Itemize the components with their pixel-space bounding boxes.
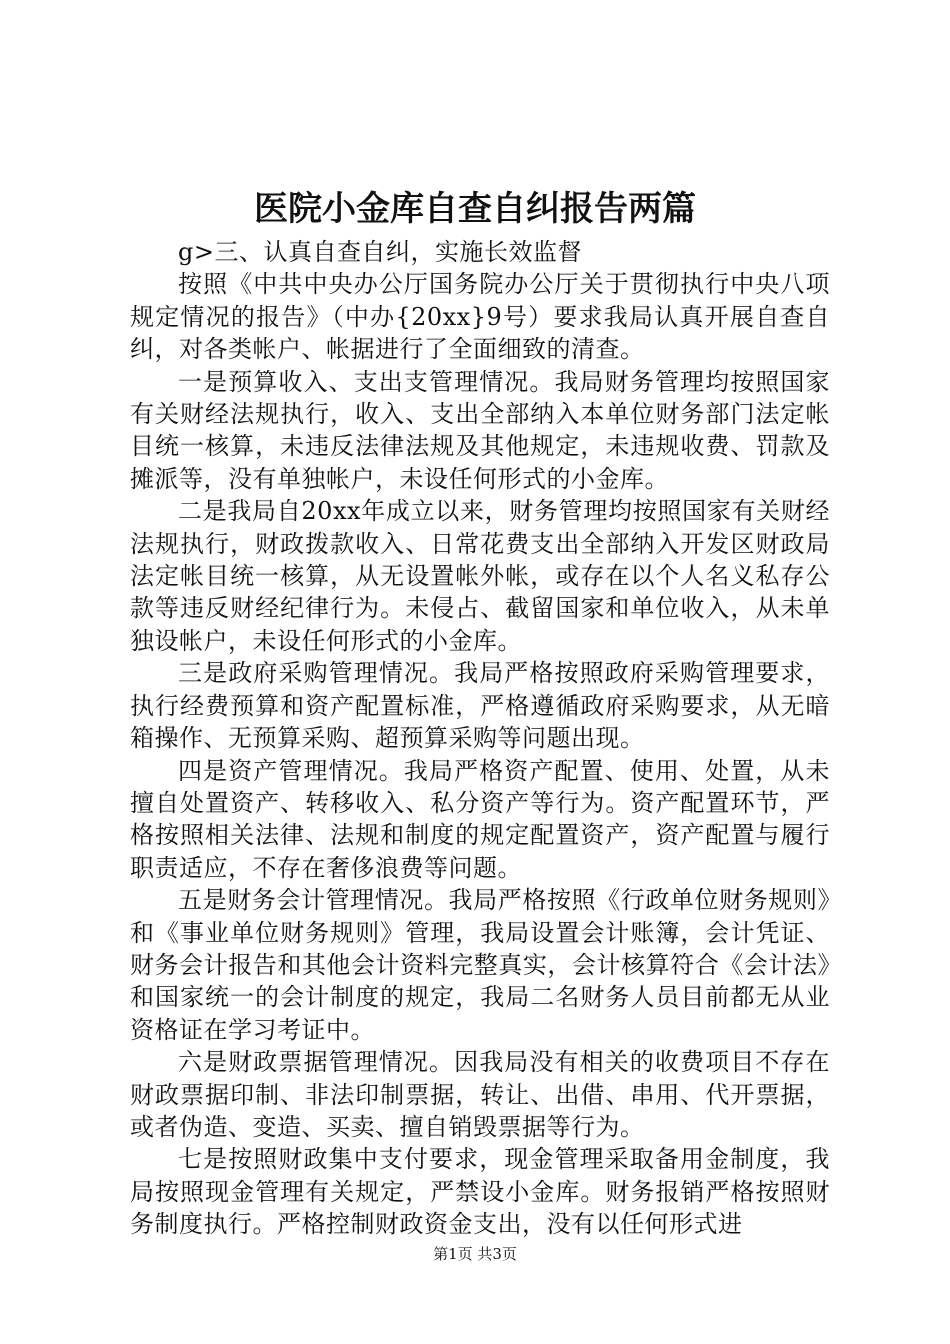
paragraph: 三是政府采购管理情况。我局严格按照政府采购管理要求，执行经费预算和资产配置标准，严格遵循政府采购要求，从无暗箱操作、无预算采购、超预算采购等问题出现。: [130, 659, 830, 753]
paragraph: 五是财务会计管理情况。我局严格按照《行政单位财务规则》和《事业单位财务规则》管理，我局设置会计账簿，会计凭证、财务会计报告和其他会计资料完整真实，会计核算符合《会计法》和国家统一的会计制度的规定，我局二名财务人员目前都无从业资格证在学习考证中。: [130, 886, 830, 1044]
paragraph: 七是按照财政集中支付要求，现金管理采取备用金制度，我局按照现金管理有关规定，严禁设小金库。财务报销严格按照财务制度执行。严格控制财政资金支出，没有以任何形式进: [130, 1145, 830, 1239]
paragraph: 二是我局自20xx年成立以来，财务管理均按照国家有关财经法规执行，财政拨款收入、日常花费支出全部纳入开发区财政局法定帐目统一核算，从无设置帐外帐，或存在以个人名义私存公款等违反财经纪律行为。未侵占、截留国家和单位收入，从未单独设帐户，未设任何形式的小金库。: [130, 497, 830, 655]
page-footer: 第1页 共3页: [433, 1245, 517, 1263]
document-body: [130, 236, 830, 1241]
paragraph: 四是资产管理情况。我局严格资产配置、使用、处置，从未擅自处置资产、转移收入、私分资产等行为。资产配置环节，严格按照相关法律、法规和制度的规定配置资产，资产配置与履行职责适应，不存在奢侈浪费等问题。: [130, 756, 830, 882]
paragraph: 六是财政票据管理情况。因我局没有相关的收费项目不存在财政票据印制、非法印制票据，转让、出借、串用、代开票据，或者伪造、变造、买卖、擅自销毁票据等行为。: [130, 1048, 830, 1141]
paragraph: 一是预算收入、支出支管理情况。我局财务管理均按照国家有关财经法规执行，收入、支出全部纳入本单位财务部门法定帐目统一核算，未违反法律法规及其他规定，未违规收费、罚款及摊派等，没有单独帐户，未设任何形式的小金库。: [130, 367, 830, 493]
document-title: 医院小金库自查自纠报告两篇: [254, 189, 696, 229]
paragraph: 按照《中共中央办公厅国务院办公厅关于贯彻执行中央八项规定情况的报告》（中办{20xx}9号）要求我局认真开展自查自纠，对各类帐户、帐据进行了全面细致的清查。: [130, 270, 830, 364]
section-heading: g>三、认真自查自纠，实施长效监督: [178, 238, 582, 266]
